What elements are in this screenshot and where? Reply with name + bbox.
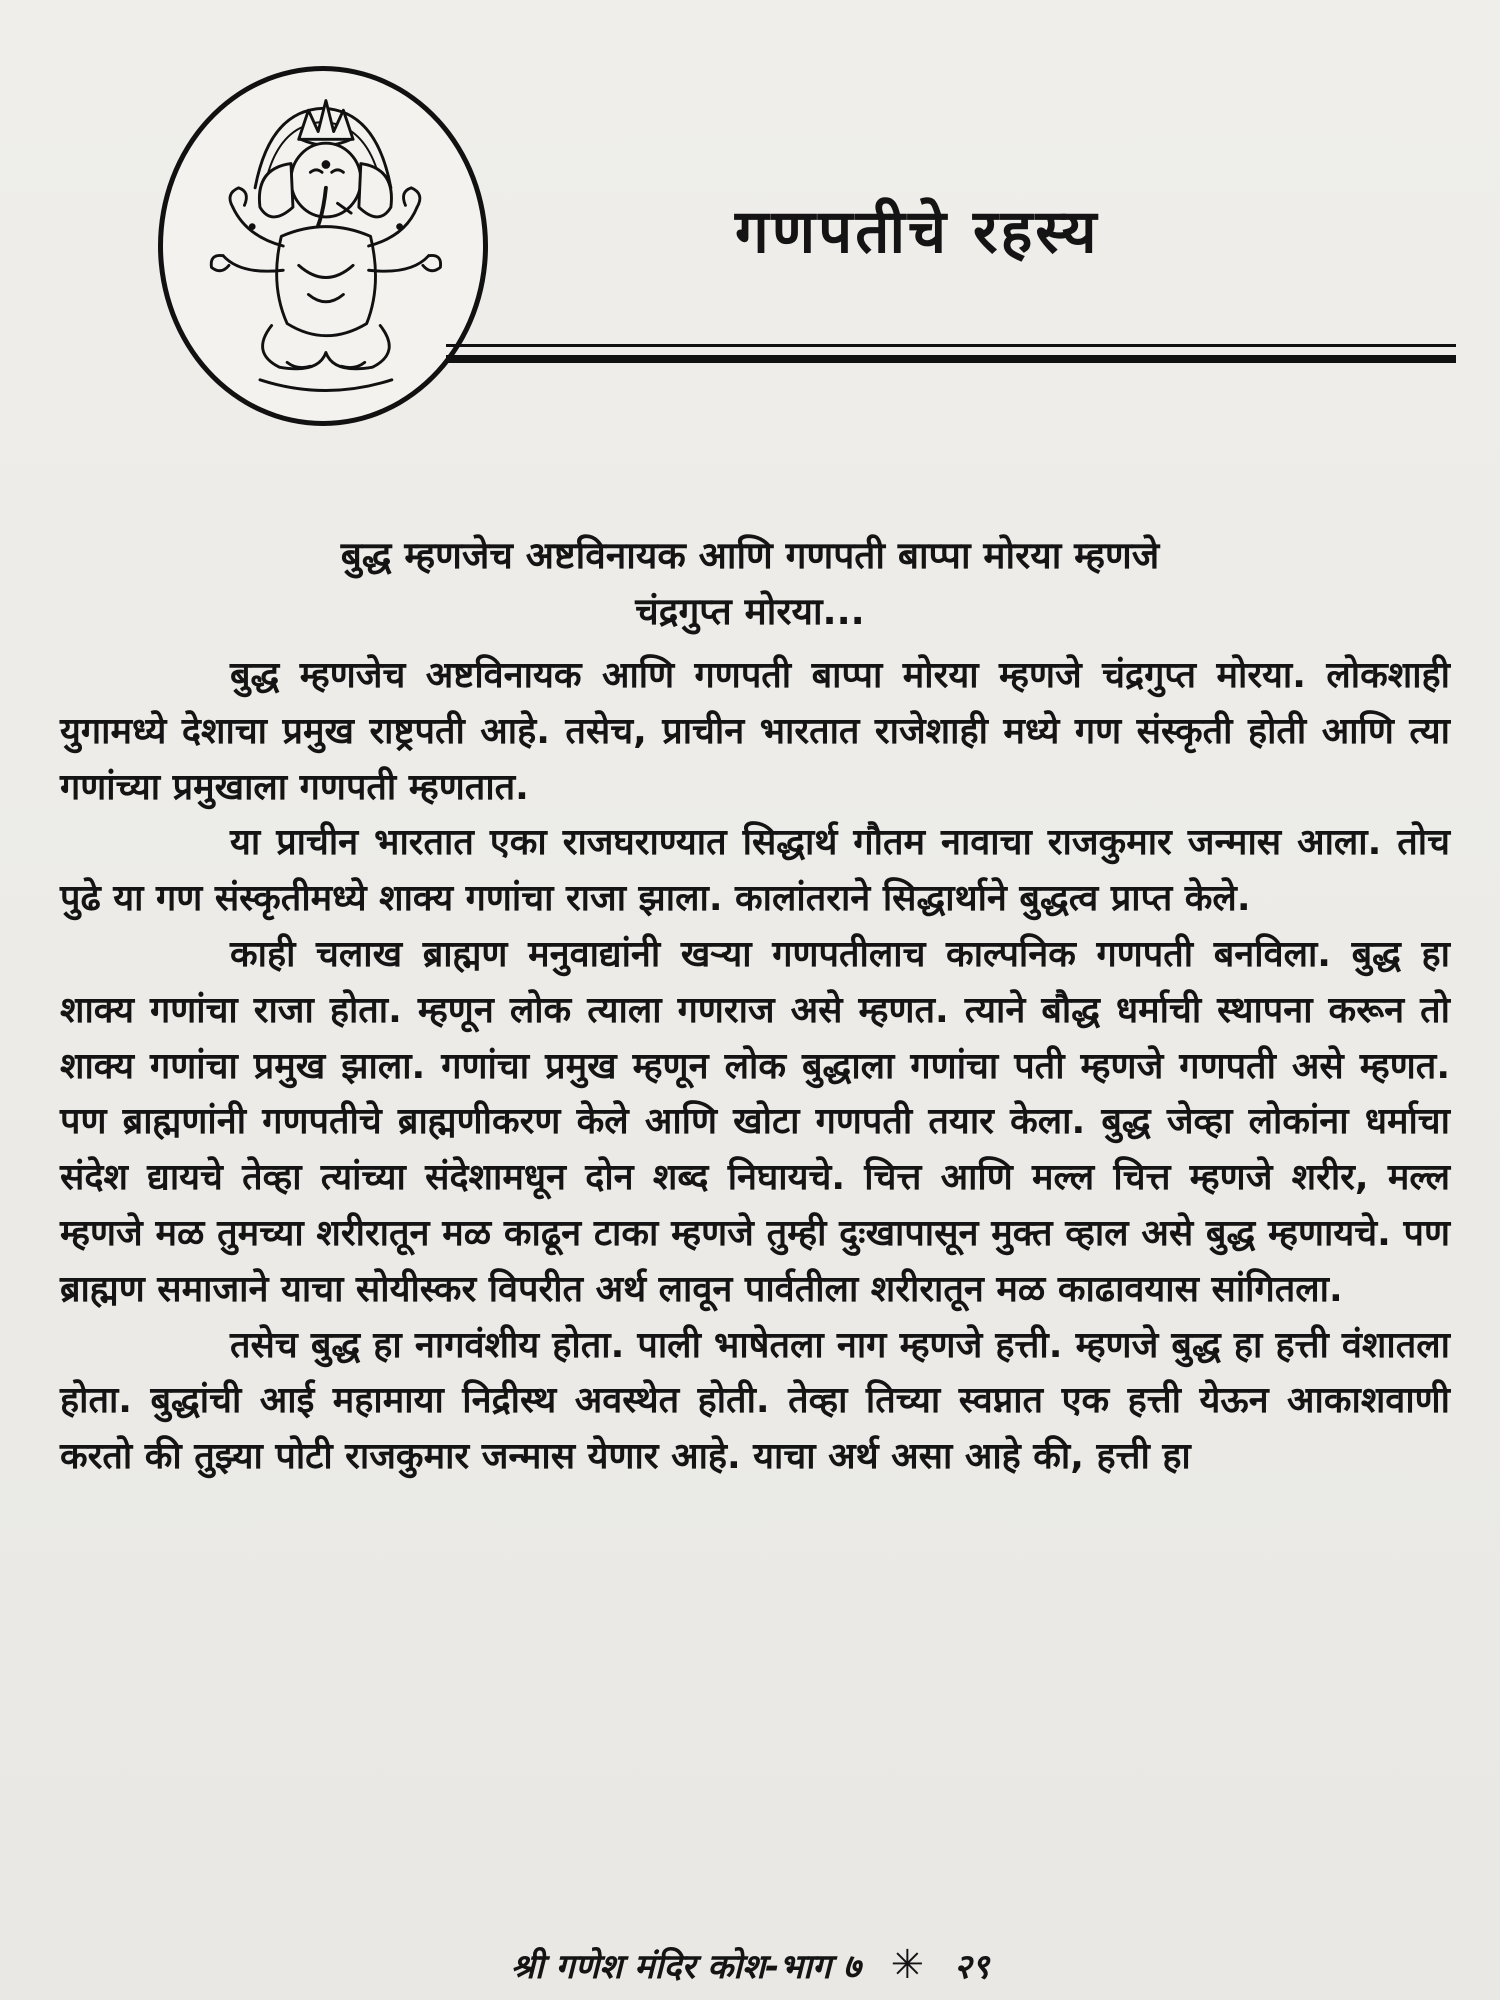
page-number: २९ xyxy=(953,1947,990,1987)
title-rule-thick xyxy=(446,355,1456,363)
article-body xyxy=(60,648,1450,1485)
footer-book-title: श्री गणेश मंदिर कोश-भाग ७ xyxy=(510,1947,861,1987)
heading-line-1: बुद्ध म्हणजेच अष्टविनायक आणि गणपती बाप्पा मोरया म्हणजे xyxy=(340,534,1160,577)
page-footer xyxy=(0,1942,1500,1988)
ganesha-emblem xyxy=(158,66,488,426)
heading-line-2: चंद्रगुप्त मोरया... xyxy=(635,590,865,633)
article-heading xyxy=(60,528,1440,640)
paragraph-3: काही चलाख ब्राह्मण मनुवाद्यांनी खऱ्या गणपतीलाच काल्पनिक गणपती बनविला. बुद्ध हा शाक्य गणांचा राजा होता. म्हणून लोक त्याला गणराज असे म्हणत. त्याने बौद्ध धर्माची स्थापना करून तो शाक्य गणांचा प्रमुख झाला. गणांचा प्रमुख म्हणून लोक बुद्धाला गणांचा पती म्हणजे गणपती असे म्हणत. पण ब्राह्मणांनी गणपतीचे ब्राह्मणीकरण केले आणि खोटा गणपती तयार केला. बुद्ध जेव्हा लोकांना धर्माचा संदेश द्यायचे तेव्हा त्यांच्या संदेशामधून दोन शब्द निघायचे. चित्त आणि मल्ल चित्त म्हणजे शरीर, मल्ल म्हणजे मळ तुमच्या शरीरातून मळ काढून टाका म्हणजे तुम्ही दुःखापासून मुक्त व्हाल असे बुद्ध म्हणायचे. पण ब्राह्मण समाजाने याचा सोयीस्कर विपरीत अर्थ लावून पार्वतीला शरीरातून मळ काढावयास सांगितला. xyxy=(60,933,1450,1310)
paragraph-1: बुद्ध म्हणजेच अष्टविनायक आणि गणपती बाप्पा मोरया म्हणजे चंद्रगुप्त मोरया. लोकशाही युगामध्ये देशाचा प्रमुख राष्ट्रपती आहे. तसेच, प्राचीन भारतात राजेशाही मध्ये गण संस्कृती होती आणि त्या गणांच्या प्रमुखाला गणपती म्हणतात. xyxy=(60,655,1450,808)
ganesha-illustration-icon xyxy=(163,71,483,421)
paragraph-2: या प्राचीन भारतात एका राजघराण्यात सिद्धार्थ गौतम नावाचा राजकुमार जन्मास आला. तोच पुढे या गण संस्कृतीमध्ये शाक्य गणांचा राजा झाला. कालांतराने सिद्धार्थाने बुद्धत्व प्राप्त केले. xyxy=(60,822,1450,920)
paragraph-4: तसेच बुद्ध हा नागवंशीय होता. पाली भाषेतला नाग म्हणजे हत्ती. म्हणजे बुद्ध हा हत्ती वंशातला होता. बुद्धांची आई महामाया निद्रीस्थ अवस्थेत होती. तेव्हा तिच्या स्वप्नात एक हत्ती येऊन आकाशवाणी करतो की तुझ्या पोटी राजकुमार जन्मास येणार आहे. याचा अर्थ असा आहे की, हत्ती हा xyxy=(60,1324,1450,1478)
asterisk-separator-icon: ✳ xyxy=(890,1942,924,1988)
title-rule-thin xyxy=(446,344,1456,347)
chapter-title: गणपतीचे रहस्य xyxy=(735,197,1100,267)
